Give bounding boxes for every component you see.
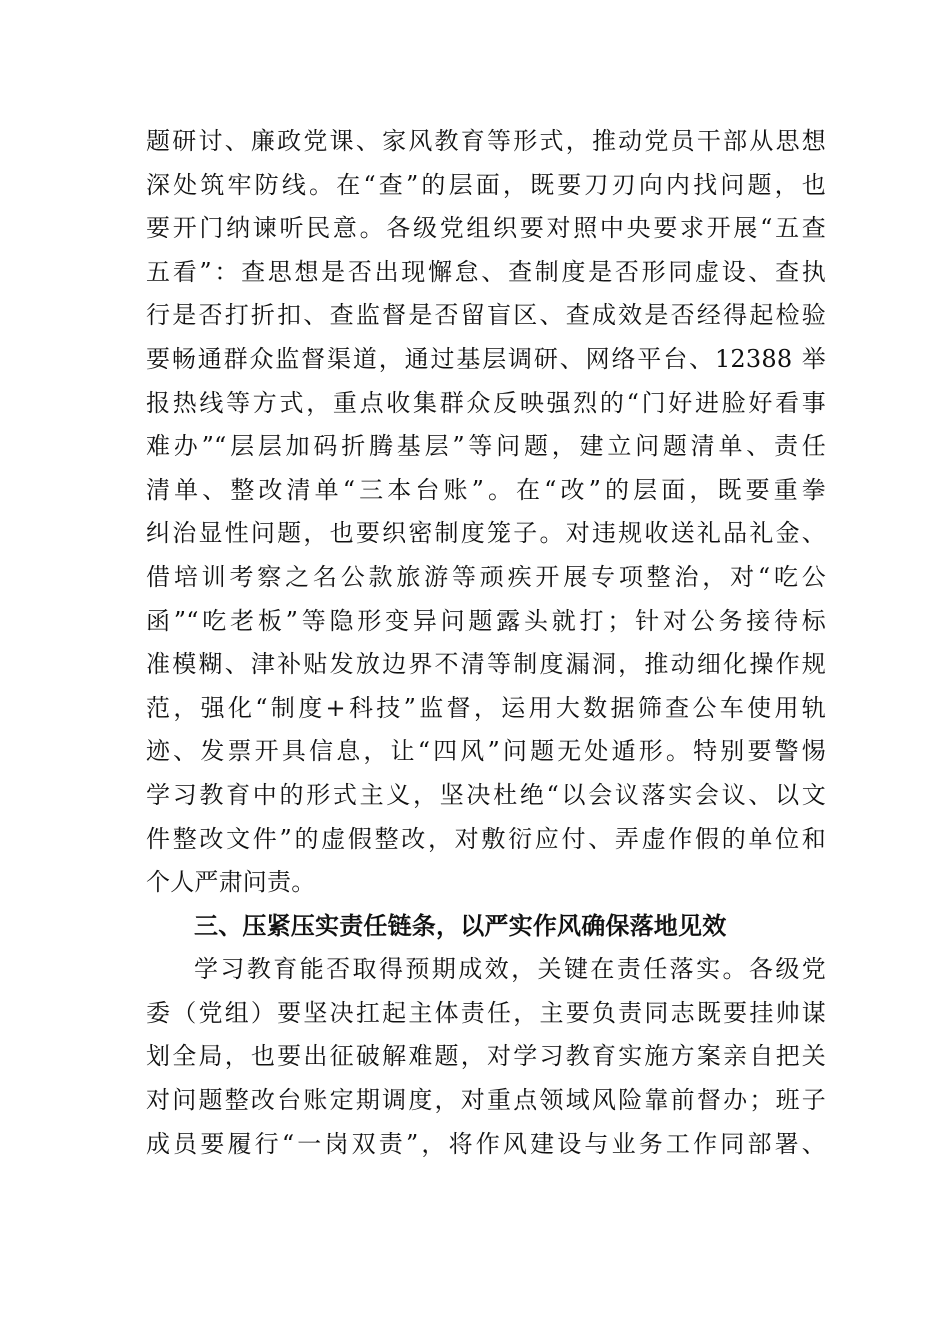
body-line: 纠治显性问题，也要织密制度笼子。对违规收送礼品礼金、 [146,519,826,548]
body-line: 划全局，也要出征破解难题，对学习教育实施方案亲自把关 [146,1042,826,1071]
body-line: 行是否打折扣、查监督是否留盲区、查成效是否经得起检验 [146,301,826,330]
body-line: 范，强化“制度+科技”监督，运用大数据筛查公车使用轨 [146,693,826,722]
body-line: 学习教育中的形式主义，坚决杜绝“以会议落实会议、以文 [146,780,826,809]
document-body [146,120,826,1166]
body-line: 深处筑牢防线。在“查”的层面，既要刀刃向内找问题，也 [146,170,826,199]
body-line: 成员要履行“一岗双责”，将作风建设与业务工作同部署、 [146,1129,826,1158]
body-line: 迹、发票开具信息，让“四风”问题无处遁形。特别要警惕 [146,737,826,766]
section-heading: 三、压紧压实责任链条，以严实作风确保落地见效 [194,911,727,940]
body-line: 委（党组）要坚决扛起主体责任，主要负责同志既要挂帅谋 [146,998,826,1027]
body-line: 件整改文件”的虚假整改，对敷衍应付、弄虚作假的单位和 [146,824,826,853]
body-line: 题研讨、廉政党课、家风教育等形式，推动党员干部从思想 [146,127,826,155]
body-line: 要畅通群众监督渠道，通过基层调研、网络平台、12388 举 [146,344,826,373]
body-line: 对问题整改台账定期调度，对重点领域风险靠前督办；班子 [146,1086,826,1115]
body-line: 准模糊、津补贴发放边界不清等制度漏洞，推动细化操作规 [146,650,826,679]
body-line: 五看”：查思想是否出现懈怠、查制度是否形同虚设、查执 [146,257,826,286]
body-line: 清单、整改清单“三本台账”。在“改”的层面，既要重拳 [146,475,826,504]
body-line: 借培训考察之名公款旅游等顽疾开展专项整治，对“吃公 [146,562,826,591]
body-line: 要开门纳谏听民意。各级党组织要对照中央要求开展“五查 [146,214,826,243]
body-line: 函”“吃老板”等隐形变异问题露头就打；针对公务接待标 [146,606,826,635]
body-line: 报热线等方式，重点收集群众反映强烈的“门好进脸好看事 [146,388,826,417]
body-line: 学习教育能否取得预期成效，关键在责任落实。各级党 [194,955,826,984]
body-line: 个人严肃问责。 [146,868,316,897]
body-line: 难办”“层层加码折腾基层”等问题，建立问题清单、责任 [146,432,826,461]
